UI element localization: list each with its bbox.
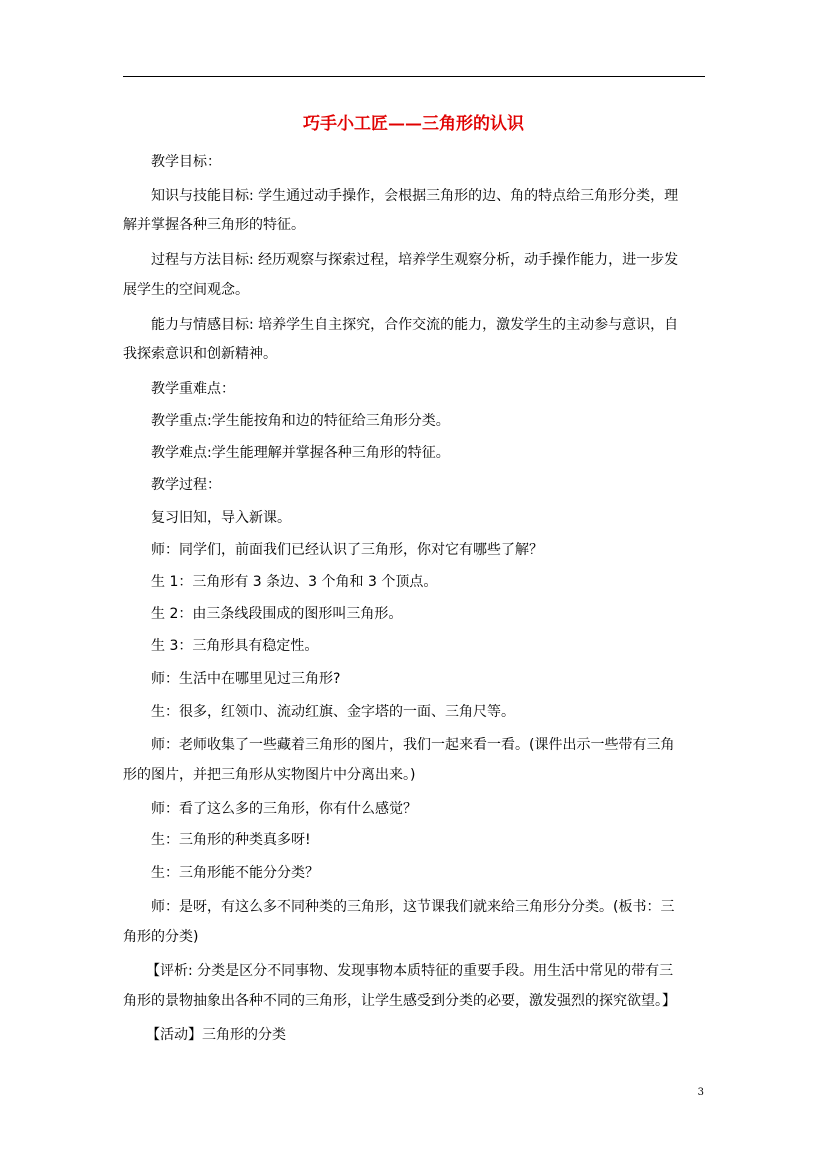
dialogue-line: 生 2：由三条线段围成的图形叫三角形。 bbox=[151, 606, 403, 622]
section-heading-objectives: 教学目标： bbox=[151, 154, 221, 170]
commentary-line: 角形的景物抽象出各种不同的三角形，让学生感受到分类的必要，激发强烈的探究欲望。】 bbox=[123, 993, 676, 1009]
document-title: 巧手小工匠——三角形的认识 bbox=[303, 114, 524, 134]
dialogue-line: 师：看了这么多的三角形，你有什么感觉？ bbox=[151, 801, 417, 817]
dialogue-line: 师：是呀，有这么多不同种类的三角形，这节课我们就来给三角形分分类。(板书：三 bbox=[151, 899, 675, 915]
dialogue-line: 角形的分类) bbox=[123, 929, 199, 945]
dialogue-line: 生：很多，红领巾、流动红旗、金字塔的一面、三角尺等。 bbox=[151, 704, 515, 720]
commentary-line: 【评析: 分类是区分不同事物、发现事物本质特征的重要手段。用生活中常见的带有三 bbox=[146, 963, 674, 979]
paragraph-line: 我探索意识和创新精神。 bbox=[123, 346, 277, 362]
paragraph-line: 解并掌握各种三角形的特征。 bbox=[123, 217, 305, 233]
paragraph-line: 教学难点:学生能理解并掌握各种三角形的特征。 bbox=[151, 445, 450, 461]
dialogue-line: 生：三角形的种类真多呀! bbox=[151, 832, 311, 848]
paragraph-line: 能力与情感目标: 培养学生自主探究，合作交流的能力，激发学生的主动参与意识，自 bbox=[151, 317, 679, 333]
dialogue-line: 生 1：三角形有 3 条边、3 个角和 3 个顶点。 bbox=[151, 574, 438, 590]
dialogue-line: 师：老师收集了一些藏着三角形的图片，我们一起来看一看。(课件出示一些带有三角 bbox=[151, 737, 675, 753]
activity-heading: 【活动】三角形的分类 bbox=[146, 1027, 286, 1043]
dialogue-line: 生：三角形能不能分分类？ bbox=[151, 865, 319, 881]
page-number: 3 bbox=[697, 1087, 704, 1098]
paragraph-line: 复习旧知，导入新课。 bbox=[151, 510, 291, 526]
paragraph-line: 教学重点:学生能按角和边的特征给三角形分类。 bbox=[151, 413, 450, 429]
dialogue-line: 师：生活中在哪里见过三角形? bbox=[151, 671, 341, 687]
section-heading-process: 教学过程： bbox=[151, 477, 221, 493]
dialogue-line: 生 3：三角形具有稳定性。 bbox=[151, 638, 319, 654]
header-rule bbox=[123, 76, 705, 77]
paragraph-line: 知识与技能目标: 学生通过动手操作，会根据三角形的边、角的特点给三角形分类，理 bbox=[151, 188, 679, 204]
section-heading-key-points: 教学重难点： bbox=[151, 381, 235, 397]
dialogue-line: 师：同学们，前面我们已经认识了三角形，你对它有哪些了解？ bbox=[151, 542, 543, 558]
paragraph-line: 过程与方法目标: 经历观察与探索过程，培养学生观察分析，动手操作能力，进一步发 bbox=[151, 252, 679, 268]
paragraph-line: 展学生的空间观念。 bbox=[123, 282, 249, 298]
dialogue-line: 形的图片，并把三角形从实物图片中分离出来。) bbox=[123, 767, 416, 783]
